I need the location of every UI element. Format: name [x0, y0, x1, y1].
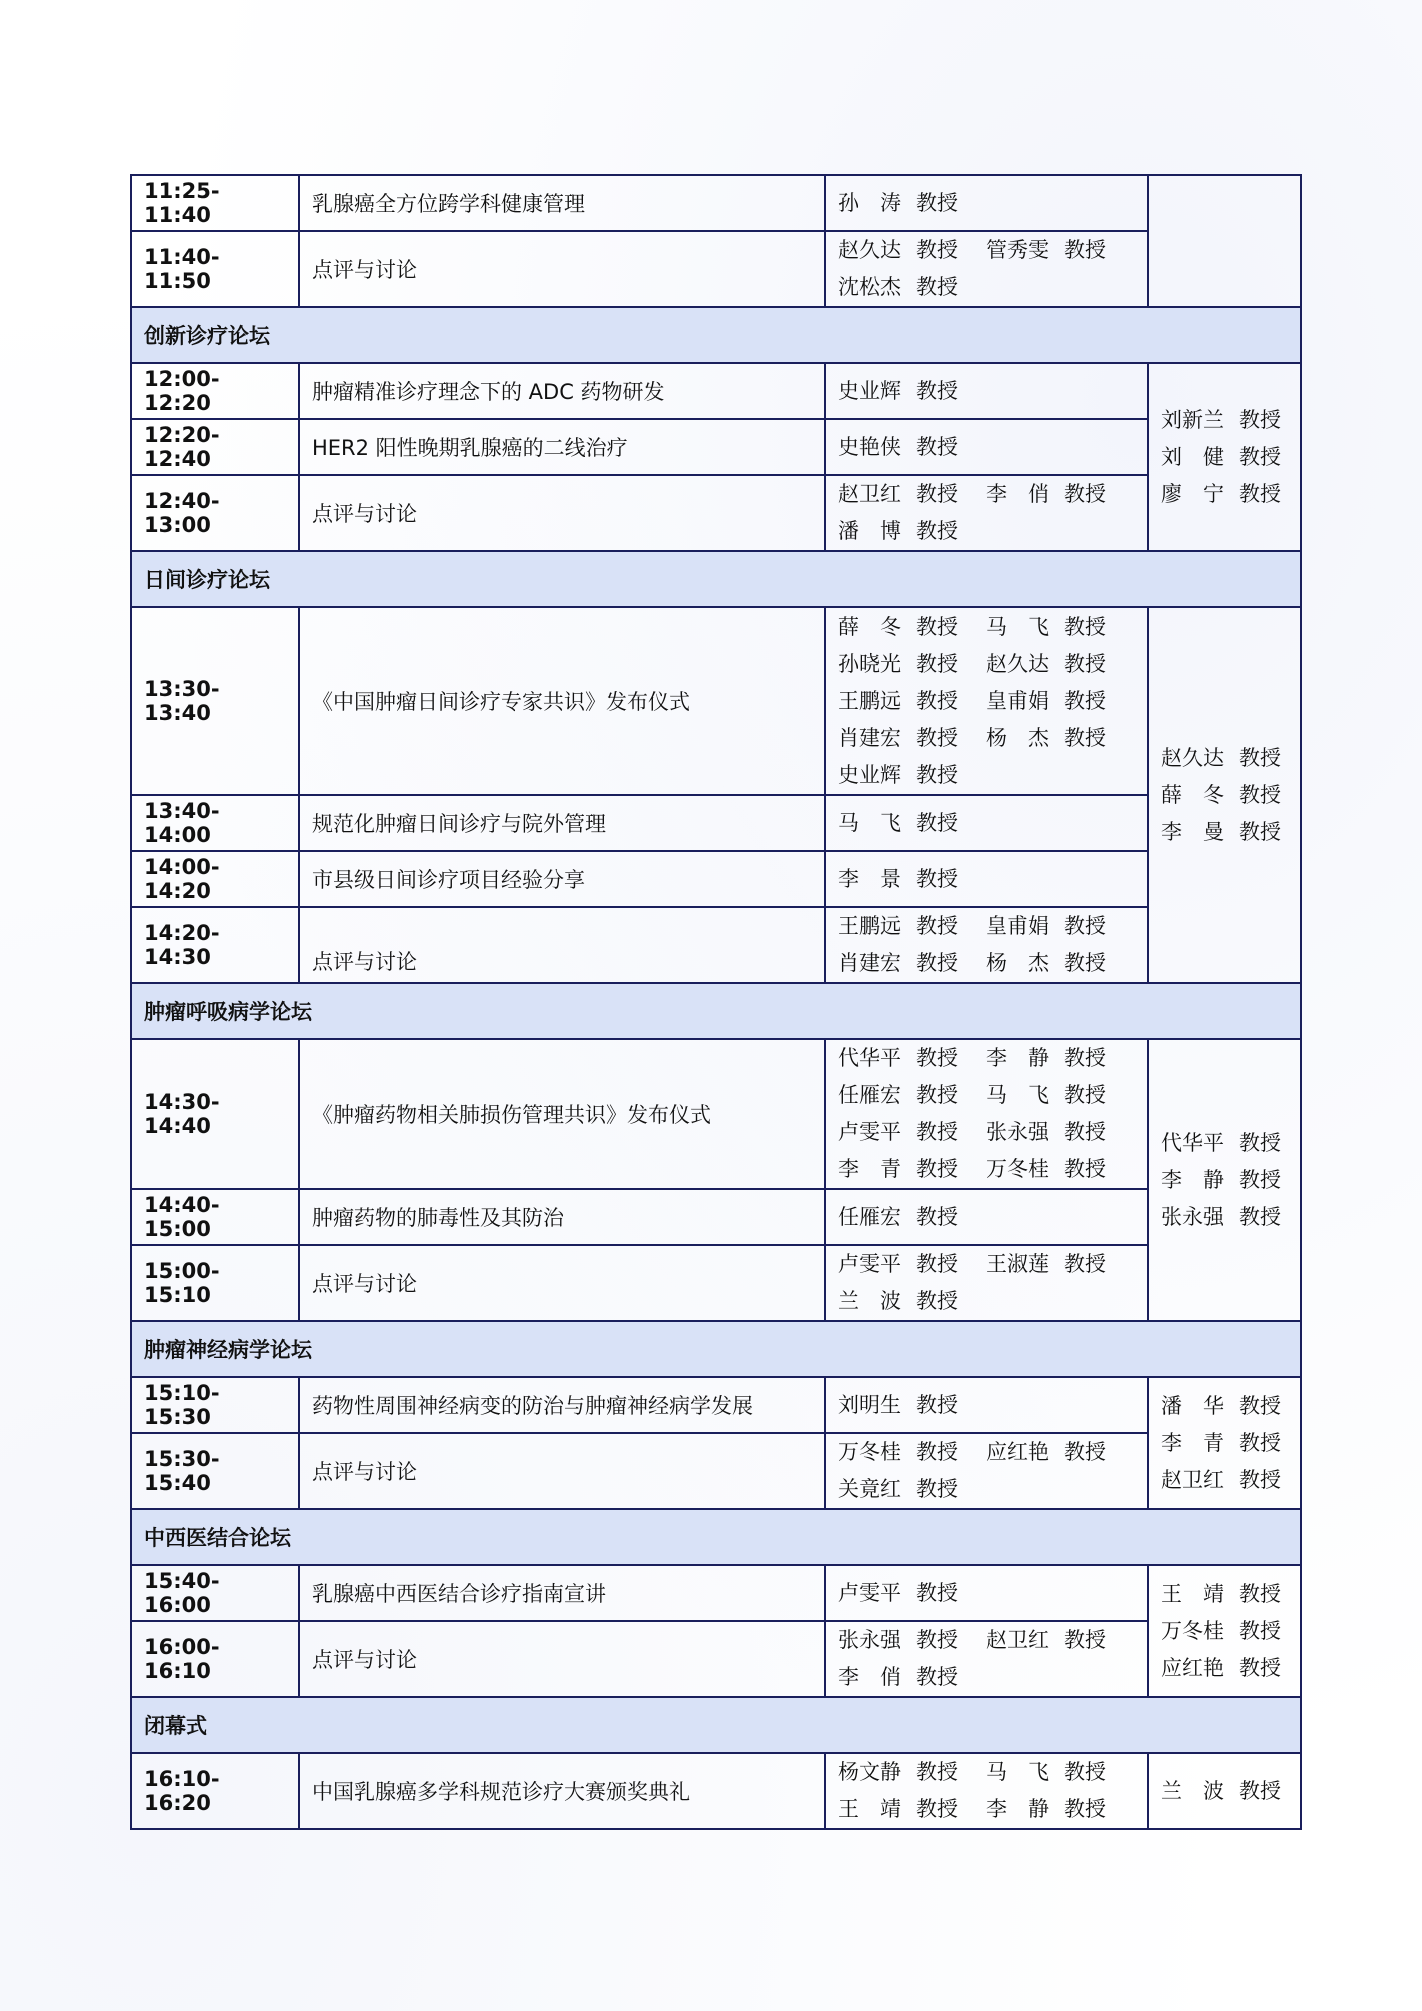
- speaker-line: [838, 429, 1135, 466]
- time-cell: 15:40-16:00: [131, 1565, 299, 1621]
- speaker-line: [838, 1754, 1135, 1791]
- title-label: 教授: [916, 866, 958, 891]
- speaker-line: [838, 1246, 1135, 1283]
- time-cell: 14:30-14:40: [131, 1039, 299, 1189]
- speaker-name: 杨 杰: [986, 951, 1049, 975]
- speaker-name: 李 静: [986, 1797, 1049, 1821]
- title-label: 教授: [1064, 1760, 1106, 1784]
- table-row: [131, 851, 1301, 907]
- title-label: 教授: [916, 651, 958, 676]
- speaker-name: 马 飞: [986, 1083, 1049, 1107]
- table-row: [131, 1621, 1301, 1697]
- chair-line: [1161, 777, 1288, 814]
- section-title: 闭幕式: [131, 1697, 1301, 1753]
- chair-line: [1161, 814, 1288, 851]
- section-header: [131, 1509, 1301, 1565]
- title-label: 教授: [1239, 1467, 1281, 1492]
- section-title: 中西医结合论坛: [131, 1509, 1301, 1565]
- time-cell: 14:40-15:00: [131, 1189, 299, 1245]
- speaker-name: 肖建宏: [838, 951, 901, 975]
- title-label: 教授: [1064, 651, 1106, 676]
- title-label: 教授: [916, 190, 958, 215]
- time-cell: 13:40-14:00: [131, 795, 299, 851]
- speaker-name: 肖建宏: [838, 725, 901, 750]
- title-label: 教授: [1239, 1581, 1281, 1606]
- title-label: 教授: [1064, 1797, 1106, 1821]
- speaker-name: 张永强: [1161, 1204, 1224, 1229]
- speaker-name: 王鹏远: [838, 688, 901, 713]
- speakers-cell: [825, 1245, 1148, 1321]
- table-row: [131, 1245, 1301, 1321]
- chair-cell: [1148, 1377, 1301, 1509]
- speaker-name: 任雁宏: [838, 1204, 901, 1229]
- speaker-line: [838, 720, 1135, 757]
- title-label: 教授: [1064, 482, 1106, 506]
- title-label: 教授: [1239, 819, 1281, 844]
- speakers-cell: [825, 795, 1148, 851]
- table-row: [131, 1565, 1301, 1621]
- speaker-line: [838, 908, 1135, 945]
- speaker-name: 李 青: [838, 1157, 901, 1181]
- chair-cell: [1148, 1753, 1301, 1829]
- speaker-name: 王 靖: [838, 1797, 901, 1821]
- title-label: 教授: [1064, 914, 1106, 938]
- title-label: 教授: [916, 725, 958, 750]
- speaker-name: 李 景: [838, 866, 901, 891]
- chair-line: [1161, 476, 1288, 513]
- chair-line: [1161, 1462, 1288, 1499]
- speaker-name: 卢雯平: [838, 1120, 901, 1144]
- speaker-name: 潘 华: [1161, 1393, 1224, 1418]
- title-label: 教授: [916, 378, 958, 403]
- topic-cell: HER2 阳性晚期乳腺癌的二线治疗: [299, 419, 825, 475]
- chair-cell: [1148, 1039, 1301, 1321]
- title-label: 教授: [1064, 1120, 1106, 1144]
- title-label: 教授: [1239, 407, 1281, 432]
- title-label: 教授: [1064, 1628, 1106, 1652]
- title-label: 教授: [1064, 1440, 1106, 1464]
- speakers-cell: [825, 1433, 1148, 1509]
- speaker-name: 皇甫娟: [986, 688, 1049, 713]
- speaker-name: 沈松杰: [838, 275, 901, 299]
- speakers-cell: [825, 175, 1148, 231]
- speaker-name: 马 飞: [986, 1760, 1049, 1784]
- speaker-name: 潘 博: [838, 519, 901, 543]
- time-cell: 12:20-12:40: [131, 419, 299, 475]
- chair-line: [1161, 1773, 1288, 1810]
- speaker-name: 史业辉: [838, 762, 901, 787]
- title-label: 教授: [1239, 1204, 1281, 1229]
- title-label: 教授: [916, 1046, 958, 1070]
- chair-line: [1161, 1613, 1288, 1650]
- table-row: [131, 1753, 1301, 1829]
- speaker-name: 李 青: [1161, 1430, 1224, 1455]
- speakers-cell: [825, 1565, 1148, 1621]
- title-label: 教授: [1239, 1618, 1281, 1643]
- chair-line: [1161, 1162, 1288, 1199]
- speaker-name: 张永强: [838, 1628, 901, 1652]
- title-label: 教授: [916, 1120, 958, 1144]
- speaker-line: [838, 683, 1135, 720]
- title-label: 教授: [1064, 1083, 1106, 1107]
- speaker-name: 刘明生: [838, 1392, 901, 1417]
- title-label: 教授: [916, 1289, 958, 1313]
- title-label: 教授: [1239, 1430, 1281, 1455]
- title-label: 教授: [916, 1157, 958, 1181]
- time-cell: 12:40-13:00: [131, 475, 299, 551]
- speaker-name: 兰 波: [1161, 1778, 1224, 1803]
- speaker-line: [838, 1622, 1135, 1659]
- speaker-name: 万冬桂: [1161, 1618, 1224, 1643]
- section-title: 创新诊疗论坛: [131, 307, 1301, 363]
- title-label: 教授: [1064, 1046, 1106, 1070]
- speaker-line: [838, 1199, 1135, 1236]
- speaker-name: 兰 波: [838, 1289, 901, 1313]
- speakers-cell: [825, 907, 1148, 983]
- speaker-name: 代华平: [1161, 1130, 1224, 1155]
- speaker-line: [838, 1471, 1135, 1508]
- speaker-name: 刘新兰: [1161, 407, 1224, 432]
- speaker-name: 孙晓光: [838, 651, 901, 676]
- speaker-line: [838, 1077, 1135, 1114]
- title-label: 教授: [916, 1204, 958, 1229]
- title-label: 教授: [916, 1440, 958, 1464]
- title-label: 教授: [916, 1477, 958, 1501]
- speaker-name: 廖 宁: [1161, 481, 1224, 506]
- title-label: 教授: [1239, 1130, 1281, 1155]
- speaker-name: 王淑莲: [986, 1252, 1049, 1276]
- speaker-name: 李 俏: [838, 1665, 901, 1689]
- title-label: 教授: [1239, 1393, 1281, 1418]
- chair-line: [1161, 439, 1288, 476]
- title-label: 教授: [916, 1580, 958, 1605]
- speaker-name: 万冬桂: [986, 1157, 1049, 1181]
- title-label: 教授: [1239, 1167, 1281, 1192]
- speaker-name: 李 静: [1161, 1167, 1224, 1192]
- title-label: 教授: [1239, 444, 1281, 469]
- topic-cell: 点评与讨论: [299, 907, 825, 983]
- chair-line: [1161, 1388, 1288, 1425]
- speakers-cell: [825, 1189, 1148, 1245]
- title-label: 教授: [916, 482, 958, 506]
- table-row: [131, 231, 1301, 307]
- speaker-line: [838, 513, 1135, 550]
- chair-cell: [1148, 607, 1301, 983]
- title-label: 教授: [1064, 951, 1106, 975]
- speaker-name: 关竟红: [838, 1477, 901, 1501]
- speaker-name: 杨 杰: [986, 725, 1049, 750]
- chair-line: [1161, 1125, 1288, 1162]
- title-label: 教授: [916, 1628, 958, 1652]
- table-row: [131, 175, 1301, 231]
- speaker-name: 薛 冬: [838, 614, 901, 639]
- speaker-name: 刘 健: [1161, 444, 1224, 469]
- table-row: [131, 1039, 1301, 1189]
- chair-cell: [1148, 1565, 1301, 1697]
- title-label: 教授: [916, 1760, 958, 1784]
- speaker-name: 任雁宏: [838, 1083, 901, 1107]
- chair-line: [1161, 1576, 1288, 1613]
- topic-cell: 《中国肿瘤日间诊疗专家共识》发布仪式: [299, 607, 825, 795]
- section-header: [131, 983, 1301, 1039]
- speaker-line: [838, 476, 1135, 513]
- topic-cell: 市县级日间诊疗项目经验分享: [299, 851, 825, 907]
- title-label: 教授: [916, 519, 958, 543]
- speaker-name: 赵卫红: [838, 482, 901, 506]
- chair-line: [1161, 740, 1288, 777]
- title-label: 教授: [916, 434, 958, 459]
- section-header: [131, 551, 1301, 607]
- speakers-cell: [825, 419, 1148, 475]
- chair-line: [1161, 402, 1288, 439]
- speaker-line: [838, 646, 1135, 683]
- speaker-name: 皇甫娟: [986, 914, 1049, 938]
- speaker-line: [838, 945, 1135, 982]
- time-cell: 11:25-11:40: [131, 175, 299, 231]
- speakers-cell: [825, 1753, 1148, 1829]
- speaker-name: 应红艳: [986, 1440, 1049, 1464]
- section-header: [131, 1321, 1301, 1377]
- time-cell: 11:40-11:50: [131, 231, 299, 307]
- speaker-name: 赵卫红: [986, 1628, 1049, 1652]
- time-cell: 15:00-15:10: [131, 1245, 299, 1321]
- speaker-name: 张永强: [986, 1120, 1049, 1144]
- speaker-line: [838, 757, 1135, 794]
- table-row: [131, 419, 1301, 475]
- title-label: 教授: [916, 614, 958, 639]
- speaker-name: 万冬桂: [838, 1440, 901, 1464]
- title-label: 教授: [916, 914, 958, 938]
- speakers-cell: [825, 851, 1148, 907]
- table-row: [131, 1377, 1301, 1433]
- title-label: 教授: [1064, 1157, 1106, 1181]
- chair-line: [1161, 1425, 1288, 1462]
- time-cell: 16:10-16:20: [131, 1753, 299, 1829]
- time-cell: 14:20-14:30: [131, 907, 299, 983]
- speaker-line: [838, 232, 1135, 269]
- topic-cell: 点评与讨论: [299, 1433, 825, 1509]
- time-cell: 15:30-15:40: [131, 1433, 299, 1509]
- section-title: 日间诊疗论坛: [131, 551, 1301, 607]
- title-label: 教授: [916, 238, 958, 262]
- table-row: [131, 363, 1301, 419]
- speakers-cell: [825, 1377, 1148, 1433]
- speaker-name: 杨文静: [838, 1760, 901, 1784]
- section-header: [131, 307, 1301, 363]
- speaker-name: 卢雯平: [838, 1252, 901, 1276]
- speaker-line: [838, 1114, 1135, 1151]
- speaker-name: 赵久达: [1161, 745, 1224, 770]
- topic-cell: 《肿瘤药物相关肺损伤管理共识》发布仪式: [299, 1039, 825, 1189]
- title-label: 教授: [916, 1797, 958, 1821]
- speakers-cell: [825, 231, 1148, 307]
- chair-line: [1161, 1650, 1288, 1687]
- title-label: 教授: [916, 275, 958, 299]
- table-row: [131, 907, 1301, 983]
- speaker-name: 薛 冬: [1161, 782, 1224, 807]
- title-label: 教授: [916, 688, 958, 713]
- topic-cell: 中国乳腺癌多学科规范诊疗大赛颁奖典礼: [299, 1753, 825, 1829]
- title-label: 教授: [1064, 688, 1106, 713]
- speakers-cell: [825, 363, 1148, 419]
- speakers-cell: [825, 475, 1148, 551]
- title-label: 教授: [916, 1252, 958, 1276]
- title-label: 教授: [916, 1392, 958, 1417]
- speaker-line: [838, 185, 1135, 222]
- speakers-cell: [825, 1621, 1148, 1697]
- table-row: [131, 607, 1301, 795]
- speaker-name: 代华平: [838, 1046, 901, 1070]
- speaker-line: [838, 1659, 1135, 1696]
- title-label: 教授: [1239, 1778, 1281, 1803]
- chair-cell: [1148, 363, 1301, 551]
- title-label: 教授: [1064, 1252, 1106, 1276]
- topic-cell: 肿瘤精准诊疗理念下的 ADC 药物研发: [299, 363, 825, 419]
- speaker-name: 李 静: [986, 1046, 1049, 1070]
- title-label: 教授: [1064, 725, 1106, 750]
- speaker-name: 马 飞: [838, 810, 901, 835]
- title-label: 教授: [1239, 745, 1281, 770]
- topic-cell: 点评与讨论: [299, 1621, 825, 1697]
- topic-cell: 点评与讨论: [299, 231, 825, 307]
- speaker-line: [838, 1791, 1135, 1828]
- speaker-name: 卢雯平: [838, 1580, 901, 1605]
- title-label: 教授: [916, 951, 958, 975]
- title-label: 教授: [1239, 782, 1281, 807]
- title-label: 教授: [1239, 1655, 1281, 1680]
- speaker-name: 马 飞: [986, 614, 1049, 639]
- speaker-name: 史业辉: [838, 378, 901, 403]
- speaker-name: 李 曼: [1161, 819, 1224, 844]
- section-title: 肿瘤神经病学论坛: [131, 1321, 1301, 1377]
- topic-cell: 乳腺癌全方位跨学科健康管理: [299, 175, 825, 231]
- table-row: [131, 1189, 1301, 1245]
- title-label: 教授: [916, 810, 958, 835]
- title-label: 教授: [1239, 481, 1281, 506]
- title-label: 教授: [1064, 238, 1106, 262]
- speakers-cell: [825, 1039, 1148, 1189]
- topic-cell: 药物性周围神经病变的防治与肿瘤神经病学发展: [299, 1377, 825, 1433]
- speaker-line: [838, 609, 1135, 646]
- table-row: [131, 795, 1301, 851]
- table-row: [131, 1433, 1301, 1509]
- speaker-line: [838, 1434, 1135, 1471]
- chair-line: [1161, 1199, 1288, 1236]
- speaker-name: 赵卫红: [1161, 1467, 1224, 1492]
- table-row: [131, 475, 1301, 551]
- speaker-name: 赵久达: [838, 238, 901, 262]
- speaker-name: 王鹏远: [838, 914, 901, 938]
- topic-cell: 肿瘤药物的肺毒性及其防治: [299, 1189, 825, 1245]
- speaker-name: 赵久达: [986, 651, 1049, 676]
- time-cell: 15:10-15:30: [131, 1377, 299, 1433]
- topic-cell: 规范化肿瘤日间诊疗与院外管理: [299, 795, 825, 851]
- topic-cell: 乳腺癌中西医结合诊疗指南宣讲: [299, 1565, 825, 1621]
- title-label: 教授: [916, 1665, 958, 1689]
- speaker-line: [838, 373, 1135, 410]
- section-header: [131, 1697, 1301, 1753]
- title-label: 教授: [916, 1083, 958, 1107]
- speaker-name: 史艳侠: [838, 434, 901, 459]
- topic-cell: 点评与讨论: [299, 475, 825, 551]
- speaker-line: [838, 269, 1135, 306]
- speaker-name: 孙 涛: [838, 190, 901, 215]
- speaker-line: [838, 805, 1135, 842]
- time-cell: 12:00-12:20: [131, 363, 299, 419]
- title-label: 教授: [916, 762, 958, 787]
- time-cell: 13:30-13:40: [131, 607, 299, 795]
- section-title: 肿瘤呼吸病学论坛: [131, 983, 1301, 1039]
- topic-cell: 点评与讨论: [299, 1245, 825, 1321]
- speakers-cell: [825, 607, 1148, 795]
- speaker-name: 管秀雯: [986, 238, 1049, 262]
- speaker-line: [838, 1283, 1135, 1320]
- speaker-line: [838, 1151, 1135, 1188]
- chair-cell: [1148, 175, 1301, 307]
- speaker-line: [838, 1575, 1135, 1612]
- schedule-table: [130, 174, 1302, 1830]
- speaker-name: 李 俏: [986, 482, 1049, 506]
- time-cell: 14:00-14:20: [131, 851, 299, 907]
- speaker-line: [838, 861, 1135, 898]
- speaker-line: [838, 1387, 1135, 1424]
- speaker-name: 王 靖: [1161, 1581, 1224, 1606]
- speaker-line: [838, 1040, 1135, 1077]
- title-label: 教授: [1064, 614, 1106, 639]
- speaker-name: 应红艳: [1161, 1655, 1224, 1680]
- time-cell: 16:00-16:10: [131, 1621, 299, 1697]
